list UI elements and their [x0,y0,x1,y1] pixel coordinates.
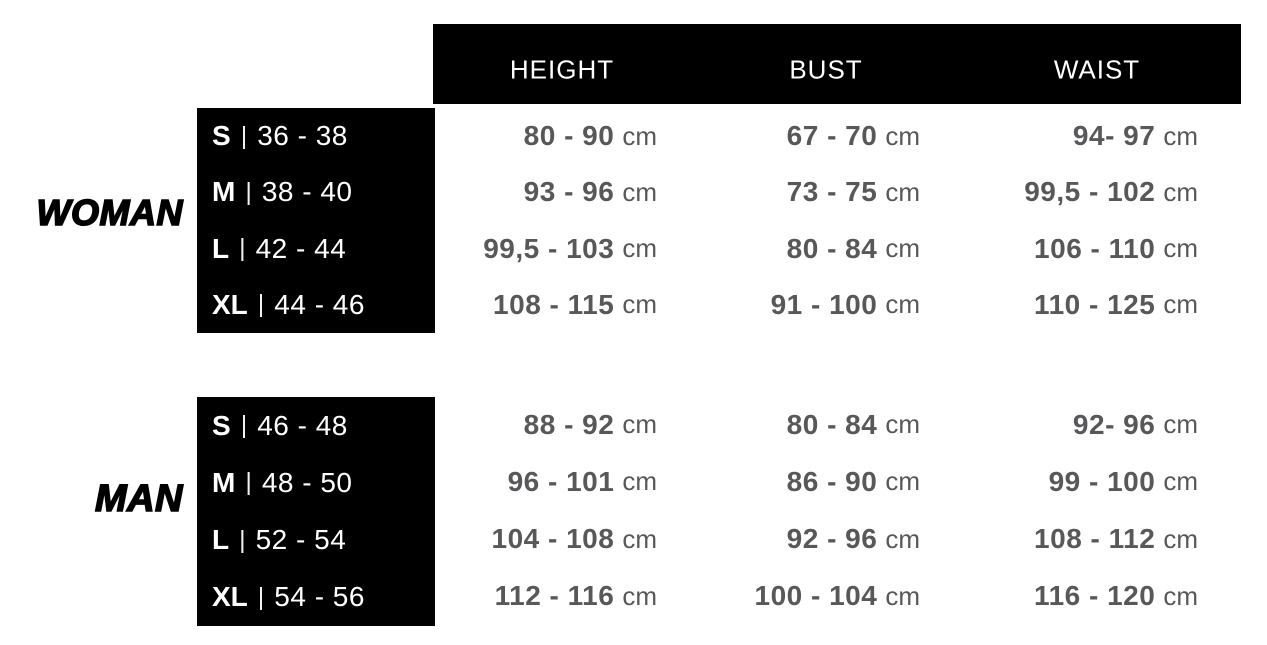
woman-l-bust [657,221,920,277]
woman-m-bust [657,164,920,220]
measurement-value: 91 - 100 [770,288,878,320]
size-range: 42 - 44 [255,232,347,264]
measurement-value: 104 - 108 [491,523,615,555]
size-range: 36 - 38 [257,120,348,152]
size-row-man-l [212,512,435,569]
measurement-unit: cm [885,120,920,151]
measurement-value: 100 - 104 [754,580,878,612]
size-letter: M [212,176,236,208]
man-m-waist [920,453,1198,510]
measurement-value: 94- 97 [1072,120,1156,152]
measurement-value: 80 - 90 [523,120,615,152]
woman-m-height [440,164,657,220]
woman-m-waist [920,164,1198,220]
measurement-unit: cm [1163,120,1198,151]
measurement-value: 67 - 70 [786,120,878,152]
measurement-value: 99,5 - 102 [1024,176,1156,208]
size-letter: L [212,232,230,264]
measurement-unit: cm [885,409,920,440]
measurement-unit: cm [1163,233,1198,264]
size-separator: | [239,234,246,263]
size-row-man-s [212,397,435,454]
measurement-value: 99 - 100 [1048,465,1156,497]
man-s-height [440,396,657,453]
measurement-value: 106 - 110 [1034,232,1156,264]
man-xl-height [440,568,657,625]
measurement-value: 86 - 90 [786,465,878,497]
measurement-unit: cm [885,466,920,497]
column-header-bust: BUST [789,54,863,85]
measurement-unit: cm [1163,176,1198,207]
measurement-value: 80 - 84 [786,408,878,440]
measurement-unit: cm [885,176,920,207]
man-xl-waist [920,568,1198,625]
size-range: 52 - 54 [255,524,347,556]
size-separator: | [257,582,265,611]
measurement-unit: cm [622,466,657,497]
size-box-man [197,397,435,626]
measurement-unit: cm [1163,289,1198,320]
measurements-grid-man [440,396,1198,625]
man-l-bust [657,511,920,568]
measurement-unit: cm [885,233,920,264]
measurement-value: 112 - 116 [494,580,615,612]
size-separator: | [245,177,252,206]
measurement-unit: cm [1163,580,1198,611]
man-s-waist [920,396,1198,453]
measurement-unit: cm [622,233,657,264]
size-row-woman-m [212,164,435,220]
measurement-unit: cm [622,409,657,440]
table-header-bar [433,24,1241,104]
size-range: 46 - 48 [257,409,348,441]
man-l-waist [920,511,1198,568]
size-letter: L [212,524,230,556]
measurement-value: 80 - 84 [786,232,878,264]
size-row-woman-s [212,108,435,164]
man-m-height [440,453,657,510]
measurement-unit: cm [622,289,657,320]
measurement-value: 108 - 112 [1034,523,1156,555]
size-range: 48 - 50 [261,466,353,498]
size-range: 44 - 46 [274,288,365,320]
man-xl-bust [657,568,920,625]
measurement-unit: cm [622,120,657,151]
size-letter: XL [212,581,248,613]
measurement-value: 92 - 96 [786,523,878,555]
column-header-waist: WAIST [1053,54,1141,85]
woman-xl-bust [657,277,920,333]
woman-s-waist [920,108,1198,164]
measurement-unit: cm [622,523,657,554]
size-separator: | [239,525,246,554]
woman-l-height [440,221,657,277]
measurement-unit: cm [885,289,920,320]
size-range: 54 - 56 [274,581,365,613]
size-letter: M [212,466,236,498]
column-header-height: HEIGHT [509,54,615,85]
woman-l-waist [920,221,1198,277]
size-row-man-m [212,454,435,511]
man-l-height [440,511,657,568]
measurement-value: 108 - 115 [493,288,615,320]
size-letter: S [212,120,231,152]
measurement-unit: cm [622,176,657,207]
size-separator: | [245,468,252,497]
man-m-bust [657,453,920,510]
measurement-unit: cm [622,580,657,611]
measurement-value: 92- 96 [1072,408,1156,440]
size-separator: | [257,290,265,319]
man-s-bust [657,396,920,453]
measurement-value: 116 - 120 [1034,580,1156,612]
size-letter: XL [212,288,248,320]
measurement-unit: cm [1163,409,1198,440]
measurement-value: 96 - 101 [507,465,615,497]
size-range: 38 - 40 [261,176,353,208]
size-row-man-xl [212,569,435,626]
measurement-value: 93 - 96 [523,176,615,208]
size-separator: | [240,121,248,150]
size-row-woman-l [212,221,435,277]
measurement-unit: cm [885,523,920,554]
size-box-woman [197,108,435,333]
measurements-grid-woman [440,108,1198,333]
measurement-unit: cm [1163,523,1198,554]
size-row-woman-xl [212,277,435,333]
measurement-value: 73 - 75 [786,176,878,208]
section-label-man: MAN [94,478,183,520]
size-separator: | [240,411,248,440]
measurement-unit: cm [1163,466,1198,497]
woman-s-height [440,108,657,164]
woman-xl-height [440,277,657,333]
woman-xl-waist [920,277,1198,333]
measurement-value: 110 - 125 [1034,288,1156,320]
section-label-woman: WOMAN [36,192,183,233]
measurement-value: 99,5 - 103 [483,232,615,264]
woman-s-bust [657,108,920,164]
measurement-unit: cm [885,580,920,611]
size-letter: S [212,409,231,441]
measurement-value: 88 - 92 [523,408,615,440]
